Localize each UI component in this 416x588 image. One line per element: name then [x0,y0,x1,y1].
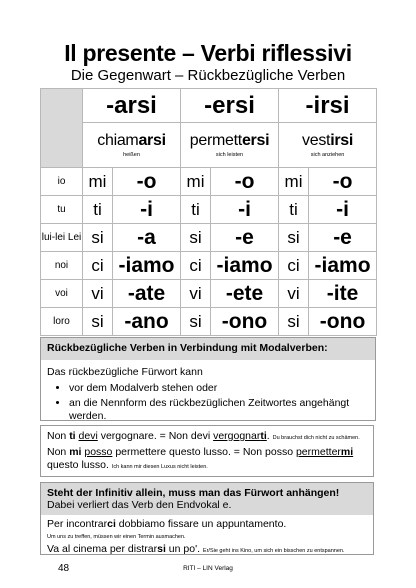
pronoun-cell: tu [41,196,83,224]
ending-cell: -e [309,224,377,252]
verb-ending: arsi [138,132,166,149]
table-row [41,252,377,280]
ending-cell: -i [211,196,279,224]
suffix-row [41,89,377,123]
ending-cell: -ano [113,308,181,336]
example-line: Per incontrarci dobbiamo fissare un appuntamento. Um uns zu treffen, müssen wir einen Termin ausmachen. [47,518,287,540]
verb-header [83,123,181,168]
ending-cell: -iamo [113,252,181,280]
pronoun-cell: noi [41,252,83,280]
verb-ending: irsi [330,132,354,149]
list-item: • an die Nennform des rückbezüglichen Zeitwortes angehängt werden. [69,397,375,423]
pronoun-form-cell: ci [279,252,309,280]
examples-box [40,425,374,477]
pronoun-form-cell: si [181,224,211,252]
verb-header [279,123,377,168]
modal-verbs-heading: Rückbezügliche Verben in Verbindung mit Modalverben: [41,338,375,360]
example-translation: Du brauchst dich nicht zu schämen. [272,435,360,441]
pronoun-form-cell: mi [181,168,211,196]
example-translation: Um uns zu treffen, müssen wir einen Termin ausmachen. [47,534,186,540]
ending-cell: -a [113,224,181,252]
table-row [41,280,377,308]
suffix-header: -irsi [279,89,377,123]
pronoun-cell: loro [41,308,83,336]
page-title: Il presente – Verbi riflessivi [64,40,352,66]
pronoun-form-cell: si [83,308,113,336]
ending-cell: -i [113,196,181,224]
pronoun-form-cell: ci [181,252,211,280]
ending-cell: -i [309,196,377,224]
table-row [41,224,377,252]
pronoun-form-cell: si [279,224,309,252]
verb-ending: ersi [241,132,270,149]
verb-translation: sich leisten [215,152,244,158]
verb-translation: sich anziehen [310,152,345,158]
page-subtitle: Die Gegenwart – Rückbezügliche Verben [70,67,346,84]
pronoun-form-cell: vi [279,280,309,308]
pronoun-form-cell: vi [83,280,113,308]
ending-cell: -ete [211,280,279,308]
verb-header [181,123,279,168]
ending-cell: -iamo [309,252,377,280]
example-translation: Er/Sie geht ins Kino, um sich ein bisschen zu entspannen. [202,548,345,554]
ending-cell: -ono [309,308,377,336]
example-translation: Ich kann mir diesen Luxus nicht leisten. [111,464,208,470]
pronoun-cell: voi [41,280,83,308]
infinitive-heading: Steht der Infinitiv allein, muss man das Fürwort anhängen! Dabei verliert das Verb den Endvokal e. [41,483,373,515]
pronoun-form-cell: mi [279,168,309,196]
infinitive-box [40,482,374,555]
pronoun-form-cell: ci [83,252,113,280]
pronoun-form-cell: vi [181,280,211,308]
verb-stem: chiam [97,132,139,149]
example-line: Va al cinema per distrarsi un po'. Er/Sie geht ins Kino, um sich ein bisschen zu entspannen. [47,543,345,555]
pronoun-form-cell: si [83,224,113,252]
pronoun-form-cell: ti [181,196,211,224]
pronoun-form-cell: si [181,308,211,336]
ending-cell: -ate [113,280,181,308]
ending-cell: -e [211,224,279,252]
pronoun-form-cell: si [279,308,309,336]
ending-cell: -o [113,168,181,196]
table-row [41,168,377,196]
ending-cell: -iamo [211,252,279,280]
modal-verbs-list [41,382,375,423]
conjugation-table [40,88,377,336]
ending-cell: -ono [211,308,279,336]
page-number: 48 [58,563,70,574]
table-corner [41,89,83,168]
ending-cell: -o [211,168,279,196]
publisher-footer: RITI – LIN Verlag [183,565,233,572]
modal-verbs-intro: Das rückbezügliche Fürwort kann [47,366,203,378]
ending-cell: -ite [309,280,377,308]
verb-translation: heißen [123,152,140,158]
suffix-header: -ersi [181,89,279,123]
example-line: Non mi posso permettere questo lusso. = Non posso permettermi questo lusso. Ich kann mir diesen Luxus nicht leisten. [47,446,354,471]
suffix-header: -arsi [83,89,181,123]
pronoun-form-cell: mi [83,168,113,196]
pronoun-cell: lui-lei Lei [41,224,83,252]
example-line: Non ti devi vergognare. = Non devi vergognarti. Du brauchst dich nicht zu schämen. [47,430,360,442]
infinitive-examples [41,515,373,561]
pronoun-cell: io [41,168,83,196]
verb-row [41,123,377,168]
table-row [41,308,377,336]
verb-stem: permett [189,132,242,149]
list-item: • vor dem Modalverb stehen oder [69,382,375,395]
verb-stem: vest [302,132,331,149]
table-row [41,196,377,224]
pronoun-form-cell: ti [279,196,309,224]
ending-cell: -o [309,168,377,196]
modal-verbs-box [40,337,376,421]
pronoun-form-cell: ti [83,196,113,224]
